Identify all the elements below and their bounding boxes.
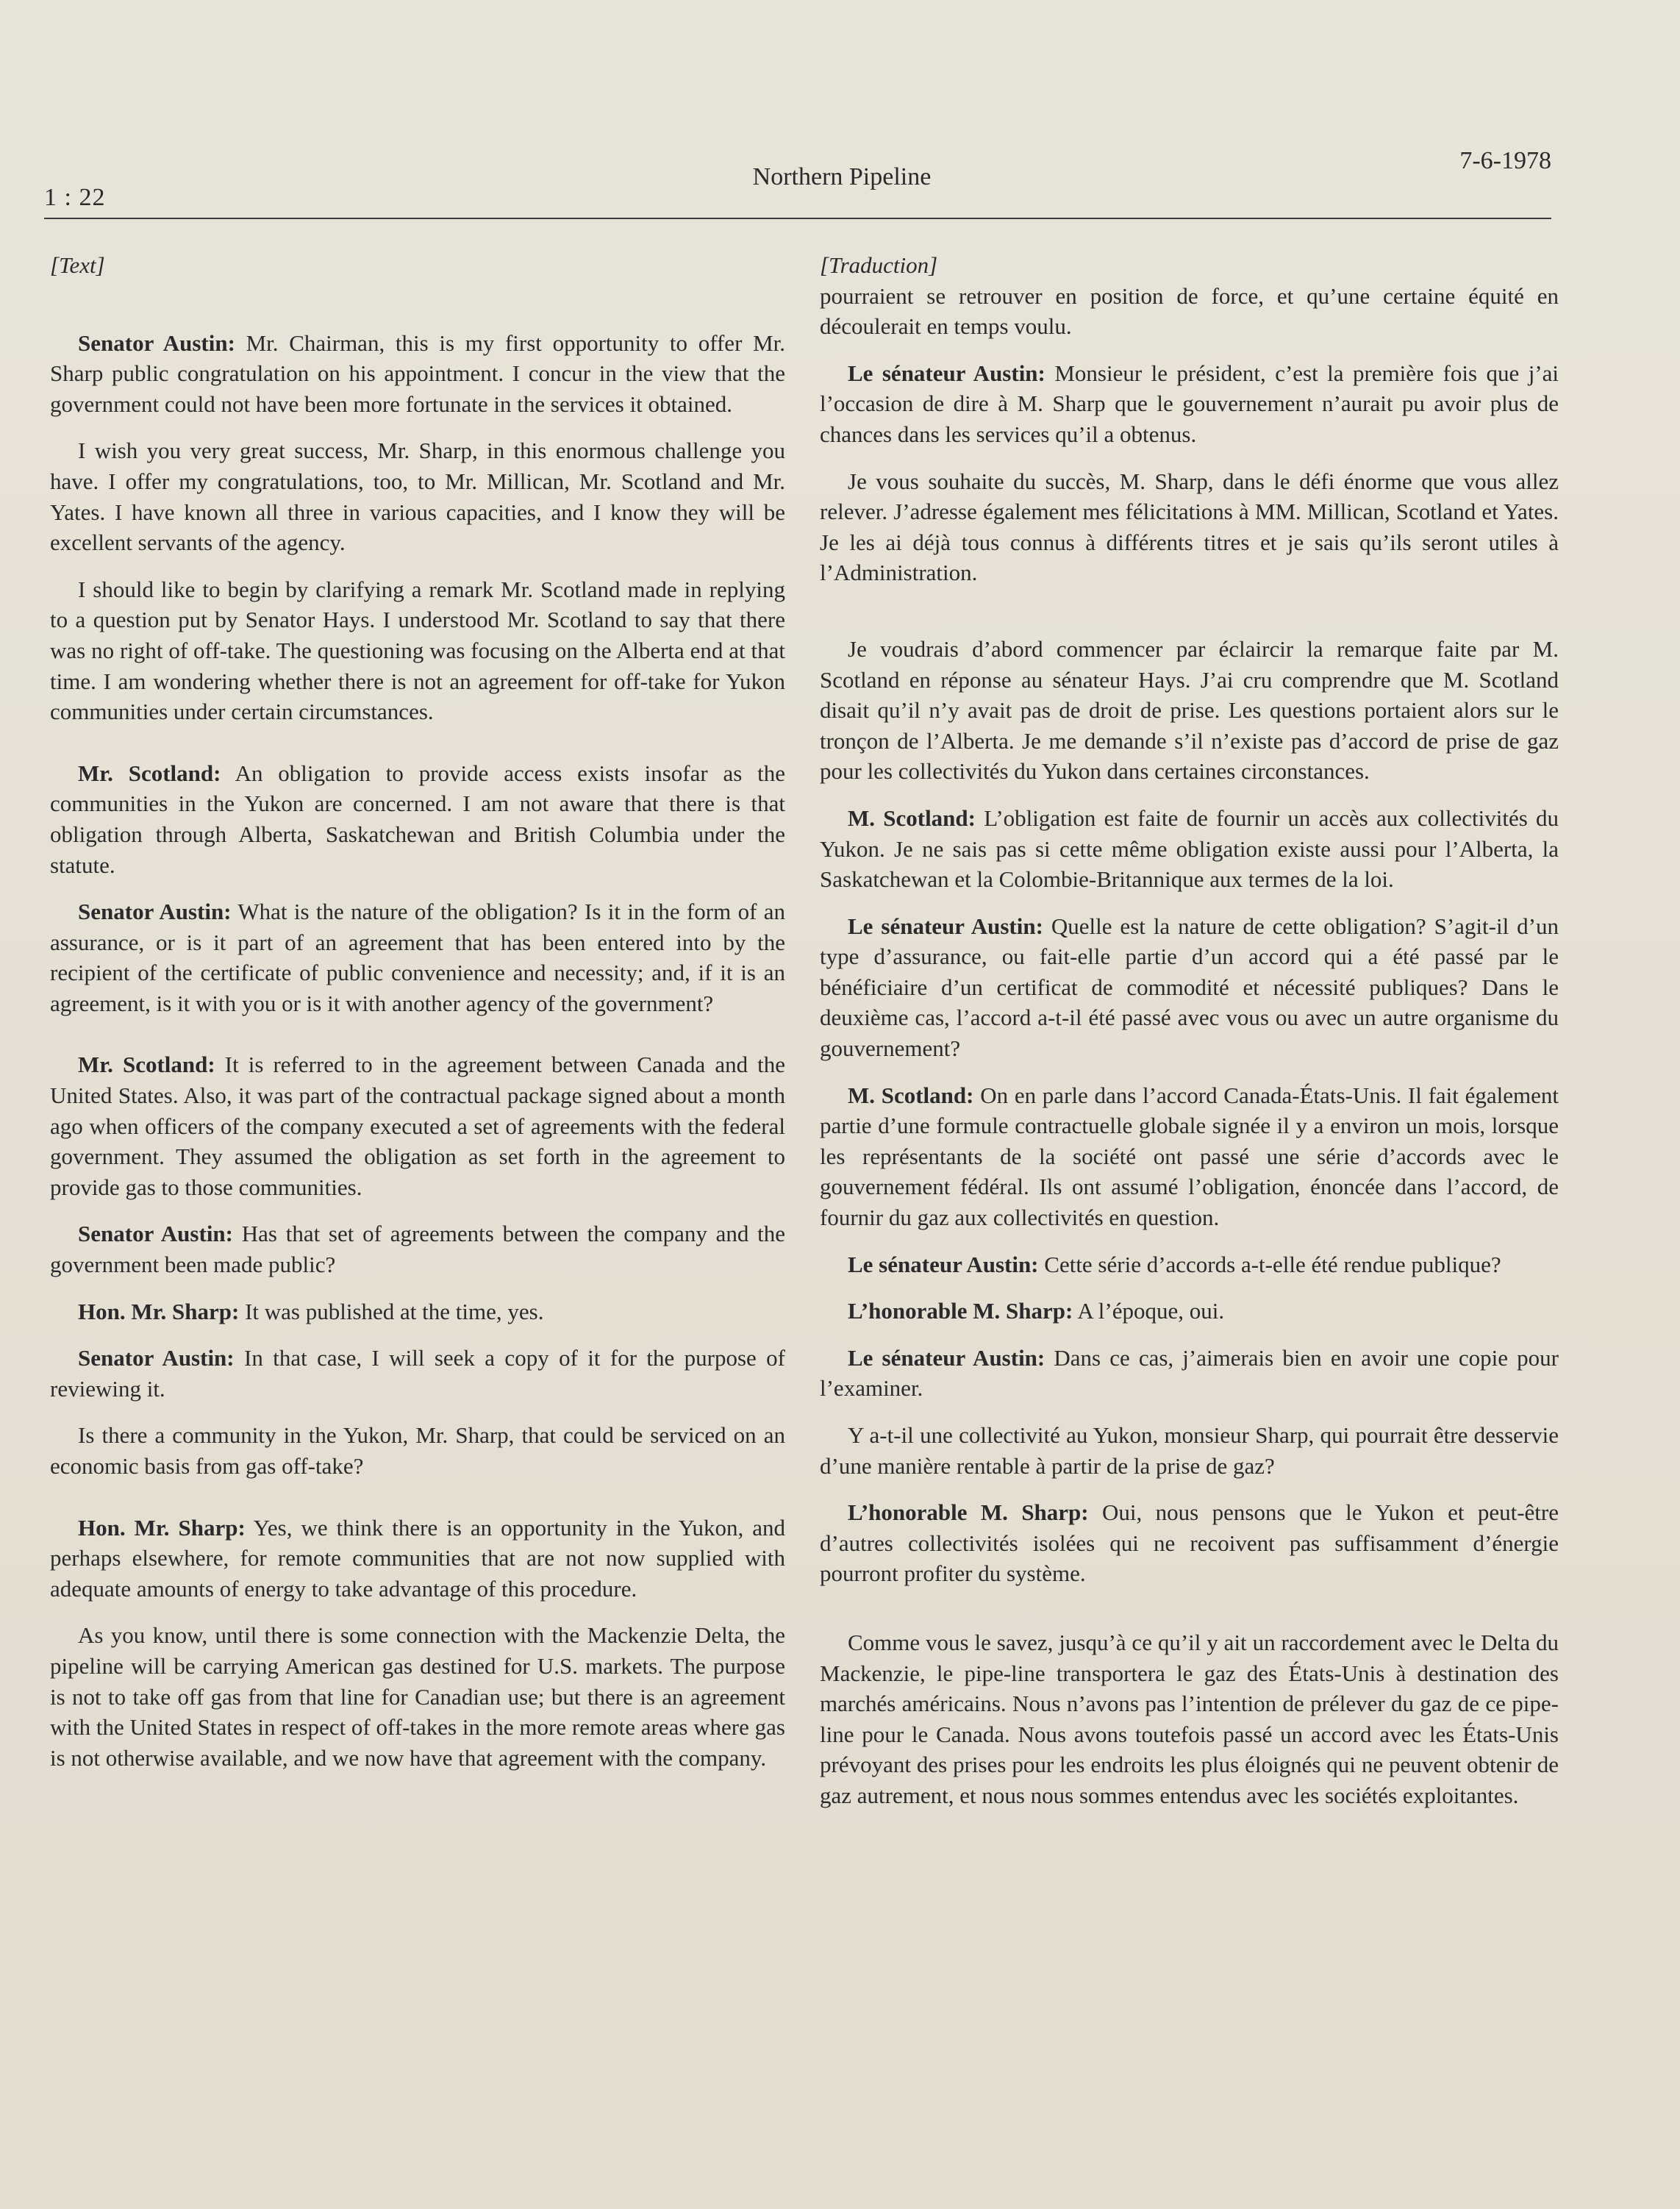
paragraph bbox=[820, 911, 1559, 1064]
speaker: L’honorable M. Sharp: bbox=[848, 1499, 1089, 1526]
speaker: L’honorable M. Sharp: bbox=[848, 1298, 1073, 1324]
paragraph bbox=[50, 574, 785, 727]
paragraph-text: What is the nature of the obligation? Is it in the form of an assurance, or is it part of an agreement that has been entered into by the recipient of the certificate of public convenience and necessity; and, if it is an agreement, is it with you or is it with another agency of the government? bbox=[50, 899, 785, 1016]
paragraph bbox=[820, 358, 1559, 450]
paragraph-text: Oui, nous pensons que le Yukon et peut-être d’autres collectivités isolées qui ne recoivent pas suffisamment d’énergie pourront profiter du système. bbox=[820, 1499, 1559, 1587]
speaker: Senator Austin: bbox=[78, 1345, 235, 1371]
speaker: M. Scotland: bbox=[848, 1082, 974, 1108]
paragraph-text: Je vous souhaite du succès, M. Sharp, dans le défi énorme que vous allez relever. J’adresse également mes félicitations à MM. Millican, Scotland et Yates. Je les ai déjà tous connus à différents titres et je sais qu’ils seront utiles à l’Administration. bbox=[820, 468, 1559, 586]
page-number: 1 : 22 bbox=[44, 184, 106, 211]
paragraph bbox=[50, 1218, 785, 1280]
section-tag: [Traduction] bbox=[820, 252, 938, 278]
paragraph bbox=[50, 896, 785, 1018]
paragraph-text: A l’époque, oui. bbox=[1073, 1298, 1225, 1324]
speaker: Senator Austin: bbox=[78, 899, 232, 925]
paragraph bbox=[50, 1513, 785, 1605]
speaker: Mr. Scotland: bbox=[78, 760, 221, 786]
section-tag: [Text] bbox=[50, 252, 105, 278]
paragraph bbox=[50, 1620, 785, 1773]
paragraph-text: An obligation to provide access exists insofar as the communities in the Yukon are concerned. I am not aware that there is that obligation through Alberta, Saskatchewan and British Columbia under the statute. bbox=[50, 760, 785, 878]
paragraph-text: Mr. Chairman, this is my first opportunity to offer Mr. Sharp public congratulation on his appointment. I concur in the view that the government could not have been more fortunate in the services it obtained. bbox=[50, 329, 785, 417]
paragraph-text: Has that set of agreements between the company and the government been made public? bbox=[50, 1221, 785, 1278]
paragraph-text: pourraient se retrouver en position de force, et qu’une certaine équité en découlerait en temps voulu. bbox=[820, 282, 1559, 340]
paragraph bbox=[50, 328, 785, 420]
speaker: Senator Austin: bbox=[78, 1221, 233, 1247]
paragraph-text: Je voudrais d’abord commencer par éclaircir la remarque faite par M. Scotland en réponse au sénateur Hays. J’ai cru comprendre que M. Scotland disait qu’il n’y avait pas de droit de prise. Les questions portaient alors sur le tronçon de l’Alberta. Je me demande s’il n’existe pas d’accord de prise de gaz pour les collectivités du Yukon dans certaines circonstances. bbox=[820, 635, 1559, 785]
paragraph-text: Cette série d’accords a-t-elle été rendue publique? bbox=[1038, 1251, 1501, 1277]
paragraph bbox=[820, 1420, 1559, 1481]
paragraph-text: Comme vous le savez, jusqu’à ce qu’il y ait un raccordement avec le Delta du Mackenzie, le pipe-line transportera le gaz des États-Unis à destination des marchés américains. Nous n’avons pas l’intention de prélever du gaz de ce pipe-line pour le Canada. Nous avons toutefois passé un accord avec les États-Unis prévoyant des prises pour les endroits les plus éloignés qui ne peuvent obtenir de gaz autrement, et nous nous sommes entendus avec les sociétés exploitantes. bbox=[820, 1629, 1559, 1808]
speaker: Le sénateur Austin: bbox=[848, 360, 1045, 386]
speaker: Hon. Mr. Sharp: bbox=[78, 1298, 240, 1324]
speaker: M. Scotland: bbox=[848, 804, 976, 831]
paragraph bbox=[50, 1343, 785, 1404]
paragraph-text: L’obligation est faite de fournir un accès aux collectivités du Yukon. Je ne sais pas si cette même obligation existe aussi pour l’Alberta, la Saskatchewan et la Colombie-Britannique aux termes de la loi. bbox=[820, 804, 1559, 893]
paragraph-text: Monsieur le président, c’est la première fois que j’ai l’occasion de dire à M. Sharp que le gouvernement n’aurait pu avoir plus de chances dans les services qu’il a obtenus. bbox=[820, 360, 1559, 447]
paragraph-text: Is there a community in the Yukon, Mr. Sharp, that could be serviced on an economic basis from gas off-take? bbox=[50, 1422, 785, 1479]
paragraph bbox=[820, 1296, 1559, 1327]
paragraph bbox=[50, 1049, 785, 1202]
paragraph bbox=[50, 758, 785, 880]
paragraph bbox=[820, 1497, 1559, 1589]
running-title: Northern Pipeline bbox=[752, 163, 932, 190]
paragraph-text: As you know, until there is some connection with the Mackenzie Delta, the pipeline will be carrying American gas destined for U.S. markets. The purpose is not to take off gas from that line for Canadian use; but there is an agreement with the United States in respect of off-takes in the more remote areas where gas is not otherwise available, and we now have that agreement with the company. bbox=[50, 1622, 785, 1771]
english-column bbox=[50, 250, 785, 1789]
paragraph bbox=[50, 1420, 785, 1481]
speaker: Mr. Scotland: bbox=[78, 1052, 215, 1078]
speaker: Le sénateur Austin: bbox=[848, 1251, 1039, 1277]
header-date: 7-6-1978 bbox=[1459, 147, 1551, 174]
paragraph bbox=[50, 1296, 785, 1327]
paragraph bbox=[820, 1627, 1559, 1811]
paragraph-text: In that case, I will seek a copy of it for the purpose of reviewing it. bbox=[50, 1345, 785, 1402]
paragraph bbox=[820, 634, 1559, 787]
paragraph-text: It is referred to in the agreement between Canada and the United States. Also, it was part of the contractual package signed about a month ago when officers of the company executed a set of agreements with the federal government. They assumed the obligation as set forth in the agreement to provide gas to those communities. bbox=[50, 1052, 785, 1200]
paragraph-text: I should like to begin by clarifying a remark Mr. Scotland made in replying to a question put by Senator Hays. I understood Mr. Scotland to say that there was no right of off-take. The questioning was focusing on the Alberta end at that time. I am wondering whether there is not an agreement for off-take for Yukon communities under certain circumstances. bbox=[50, 576, 785, 725]
paragraph-text: It was published at the time, yes. bbox=[239, 1298, 544, 1324]
paragraph bbox=[50, 435, 785, 557]
page-header bbox=[44, 147, 1551, 219]
speaker: Le sénateur Austin: bbox=[848, 1344, 1045, 1371]
paragraph bbox=[820, 803, 1559, 895]
paragraph bbox=[820, 466, 1559, 588]
speaker: Le sénateur Austin: bbox=[848, 913, 1043, 939]
paragraph bbox=[820, 1080, 1559, 1233]
speaker: Senator Austin: bbox=[78, 329, 235, 356]
paragraph-text: Dans ce cas, j’aimerais bien en avoir une copie pour l’examiner. bbox=[820, 1344, 1559, 1402]
french-column bbox=[820, 250, 1559, 1827]
paragraph-text: I wish you very great success, Mr. Sharp, in this enormous challenge you have. I offer my congratulations, too, to Mr. Millican, Mr. Scotland and Mr. Yates. I have known all three in various capacities, and I know they will be excellent servants of the agency. bbox=[50, 438, 785, 556]
paragraph bbox=[820, 281, 1559, 342]
speaker: Hon. Mr. Sharp: bbox=[78, 1514, 246, 1541]
paragraph bbox=[820, 1343, 1559, 1404]
paragraph-text: On en parle dans l’accord Canada-États-Unis. Il fait également partie d’une formule contractuelle globale signée il y a environ un mois, lorsque les représentants de la société ont passé une série d’accords avec le gouvernement fédéral. Ils ont assumé l’obligation, énoncée dans l’accord, de fournir du gaz aux collectivités en question. bbox=[820, 1082, 1559, 1231]
paragraph bbox=[820, 1249, 1559, 1280]
paragraph-text: Y a-t-il une collectivité au Yukon, monsieur Sharp, qui pourrait être desservie d’une manière rentable à partir de la prise de gaz? bbox=[820, 1422, 1559, 1479]
paragraph-text: Quelle est la nature de cette obligation? S’agit-il d’un type d’assurance, ou fait-elle partie d’un accord qui a été passé par le bénéficiaire d’un certificat de commodité et nécessité publiques? Dans le deuxième cas, l’accord a-t-il été passé avec vous ou avec un autre organisme du gouvernement? bbox=[820, 913, 1559, 1062]
paragraph-text: Yes, we think there is an opportunity in the Yukon, and perhaps elsewhere, for remote communities that are not now supplied with adequate amounts of energy to take advantage of this procedure. bbox=[50, 1514, 785, 1602]
